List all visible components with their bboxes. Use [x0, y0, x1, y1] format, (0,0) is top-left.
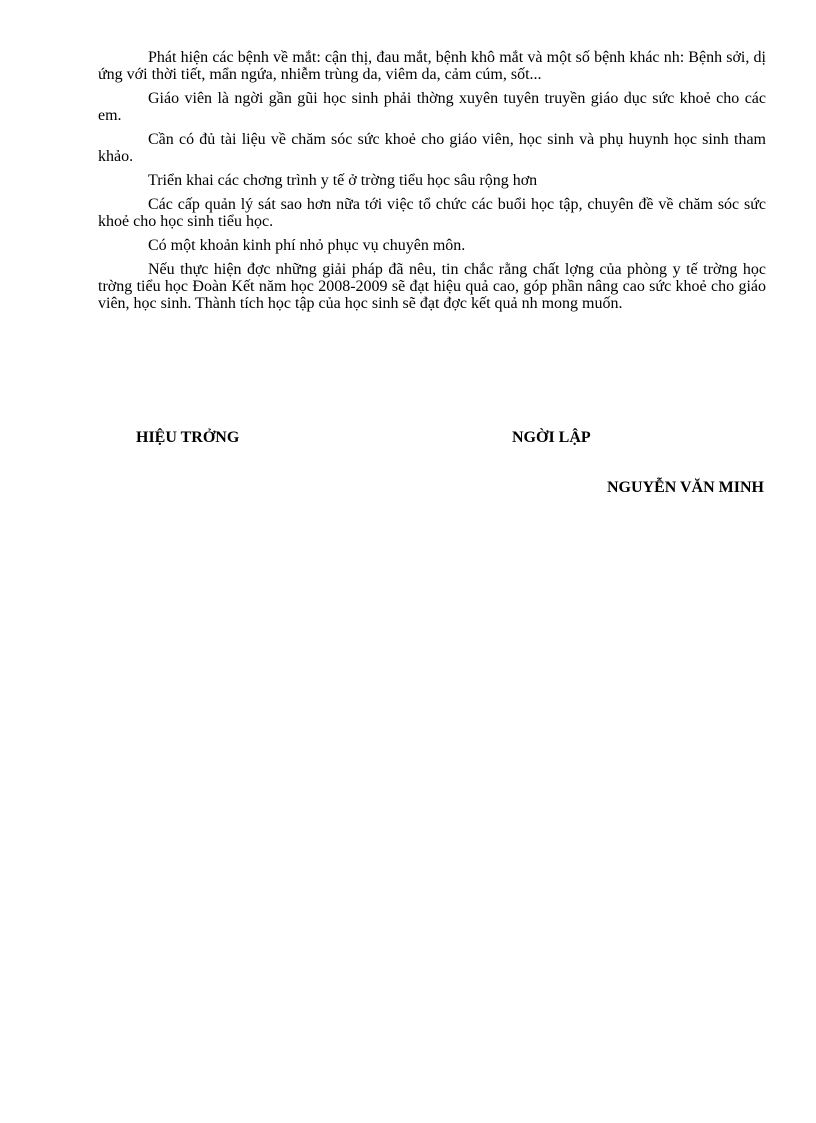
author-title: NGỜI LẬP [512, 429, 591, 446]
principal-title: HIỆU TRỞNG [136, 429, 240, 446]
signer-name: NGUYỄN VĂN MINH [606, 479, 764, 496]
paragraph-teacher-education: Giáo viên là ngời gần gũi học sinh phải thờng xuyên tuyên truyền giáo dục sức khoẻ cho các em. [98, 90, 766, 124]
paragraph-conclusion: Nếu thực hiện đợc những giải pháp đã nêu, tin chắc rằng chất lợng của phòng y tế trờng học trờng tiểu học Đoàn Kết năm học 2008-2009 sẽ đạt hiệu quả cao, góp phần nâng cao sức khoẻ cho giáo viên, học sinh. Thành tích học tập của học sinh sẽ đạt đợc kết quả nh mong muốn. [98, 261, 766, 312]
paragraph-eye-diseases: Phát hiện các bệnh về mắt: cận thị, đau mắt, bệnh khô mắt và một số bệnh khác nh: Bệnh sởi, dị ứng với thời tiết, mẩn ngứa, nhiễm trùng da, viêm da, cảm cúm, sốt... [98, 49, 766, 83]
document-body [98, 49, 766, 496]
paragraph-management: Các cấp quản lý sát sao hơn nữa tới việc tổ chức các buổi học tập, chuyên đề về chăm sóc sức khoẻ cho học sinh tiểu học. [98, 196, 766, 230]
paragraph-funding: Có một khoản kinh phí nhỏ phục vụ chuyên môn. [148, 237, 466, 254]
signature-row [98, 429, 766, 449]
paragraph-health-programs: Triển khai các chơng trình y tế ở trờng tiểu học sâu rộng hơn [148, 172, 538, 189]
paragraph-health-materials: Cần có đủ tài liệu về chăm sóc sức khoẻ cho giáo viên, học sinh và phụ huynh học sinh tham khảo. [98, 131, 766, 165]
